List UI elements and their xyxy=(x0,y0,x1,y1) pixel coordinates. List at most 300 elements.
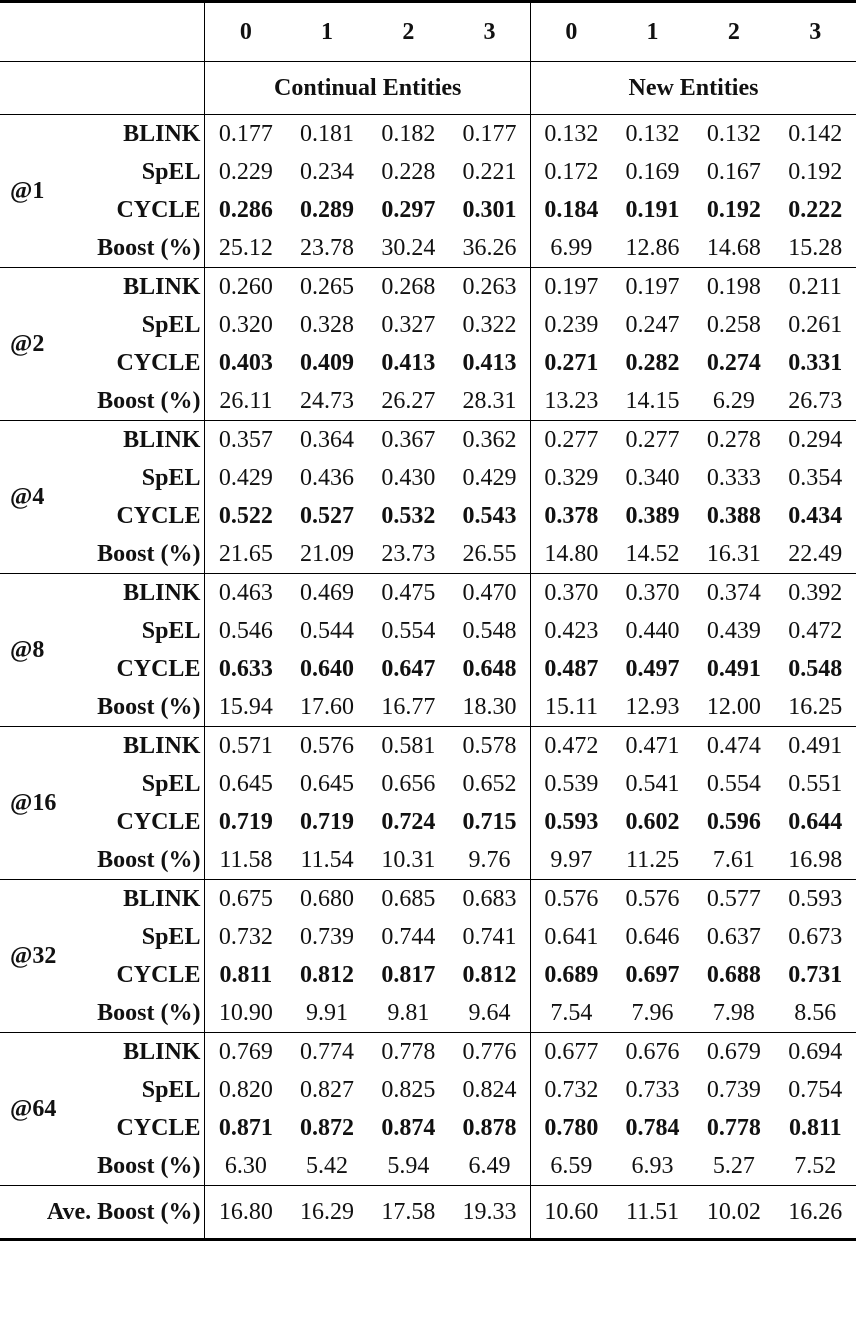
method-label: CYCLE xyxy=(116,962,201,988)
value-cell: 0.474 xyxy=(693,727,774,766)
value-cell: 16.77 xyxy=(381,694,436,720)
value-cell: 0.301 xyxy=(462,197,517,223)
value-cell: 0.282 xyxy=(625,350,680,376)
value-cell: 14.68 xyxy=(706,235,761,261)
value-cell: 26.11 xyxy=(205,382,286,421)
table-row xyxy=(0,574,856,613)
value-cell: 0.472 xyxy=(530,727,611,766)
k-label: @16 xyxy=(0,727,70,880)
value-cell: 7.61 xyxy=(712,847,755,873)
value-cell: 0.469 xyxy=(286,574,367,613)
value-cell: 0.571 xyxy=(205,727,286,766)
value-cell: 0.234 xyxy=(300,159,355,185)
value-cell: 0.429 xyxy=(462,465,517,491)
value-cell: 0.278 xyxy=(693,421,774,460)
value-cell: 5.27 xyxy=(712,1153,755,1179)
value-cell: 0.328 xyxy=(300,312,355,338)
method-label: SpEL xyxy=(141,771,201,797)
table-row xyxy=(0,612,856,650)
value-cell: 0.370 xyxy=(612,574,693,613)
value-cell: 0.576 xyxy=(530,880,611,919)
value-cell: 0.362 xyxy=(449,421,530,460)
value-cell: 0.644 xyxy=(788,809,843,835)
method-label: BLINK xyxy=(70,727,205,766)
value-cell: 9.81 xyxy=(387,1000,430,1026)
value-cell: 0.221 xyxy=(462,159,517,185)
table-row xyxy=(0,880,856,919)
table-row xyxy=(0,688,856,727)
value-cell: 0.239 xyxy=(530,306,611,344)
value-cell: 0.554 xyxy=(706,771,761,797)
table-row xyxy=(0,229,856,268)
value-cell: 15.11 xyxy=(530,688,611,727)
value-cell: 0.769 xyxy=(205,1033,286,1072)
value-cell: 0.741 xyxy=(462,924,517,950)
group-header-continual: Continual Entities xyxy=(205,62,531,115)
value-cell: 0.646 xyxy=(625,924,680,950)
value-cell: 11.58 xyxy=(205,841,286,880)
value-cell: 26.73 xyxy=(788,388,843,414)
column-header: 1 xyxy=(612,2,693,62)
value-cell: 0.265 xyxy=(286,268,367,307)
value-cell: 26.27 xyxy=(381,388,436,414)
table-body xyxy=(0,115,856,1240)
value-cell: 36.26 xyxy=(462,235,517,261)
table-row xyxy=(0,306,856,344)
value-cell: 6.30 xyxy=(205,1147,286,1186)
value-cell: 0.475 xyxy=(368,574,449,613)
value-cell: 0.697 xyxy=(625,962,680,988)
average-boost-label: Ave. Boost (%) xyxy=(0,1186,205,1240)
value-cell: 0.297 xyxy=(381,197,436,223)
method-label: Boost (%) xyxy=(97,1000,201,1026)
column-header: 0 xyxy=(205,2,286,62)
method-label: Boost (%) xyxy=(97,541,201,567)
value-cell: 11.51 xyxy=(612,1186,693,1240)
table-row xyxy=(0,765,856,803)
method-label: CYCLE xyxy=(116,1115,201,1141)
value-cell: 21.65 xyxy=(205,535,286,574)
value-cell: 0.874 xyxy=(381,1115,436,1141)
corner-cell xyxy=(0,2,205,62)
header-groups-row xyxy=(0,62,856,115)
value-cell: 0.370 xyxy=(530,574,611,613)
value-cell: 0.181 xyxy=(286,115,367,154)
value-cell: 0.715 xyxy=(462,809,517,835)
value-cell: 0.403 xyxy=(205,344,286,382)
value-cell: 7.96 xyxy=(631,1000,674,1026)
value-cell: 0.277 xyxy=(612,421,693,460)
table-row xyxy=(0,918,856,956)
table-row xyxy=(0,191,856,229)
value-cell: 0.596 xyxy=(706,809,761,835)
method-label: BLINK xyxy=(70,1033,205,1072)
method-label: BLINK xyxy=(70,421,205,460)
value-cell: 0.322 xyxy=(462,312,517,338)
value-cell: 0.719 xyxy=(300,809,355,835)
value-cell: 0.689 xyxy=(530,956,611,994)
value-cell: 0.261 xyxy=(788,312,843,338)
value-cell: 7.54 xyxy=(530,994,611,1033)
value-cell: 15.28 xyxy=(788,235,843,261)
table-row xyxy=(0,497,856,535)
value-cell: 0.472 xyxy=(788,618,843,644)
value-cell: 0.463 xyxy=(205,574,286,613)
table-row xyxy=(0,1033,856,1072)
method-label: BLINK xyxy=(70,574,205,613)
value-cell: 0.197 xyxy=(530,268,611,307)
value-cell: 0.527 xyxy=(300,503,355,529)
value-cell: 9.91 xyxy=(306,1000,349,1026)
k-label: @8 xyxy=(0,574,70,727)
group-header-new: New Entities xyxy=(530,62,856,115)
value-cell: 14.52 xyxy=(625,541,680,567)
value-cell: 16.31 xyxy=(706,541,761,567)
value-cell: 12.93 xyxy=(625,694,680,720)
value-cell: 0.487 xyxy=(530,650,611,688)
value-cell: 0.820 xyxy=(205,1071,286,1109)
value-cell: 0.645 xyxy=(300,771,355,797)
value-cell: 0.812 xyxy=(462,962,517,988)
value-cell: 0.247 xyxy=(625,312,680,338)
value-cell: 0.812 xyxy=(300,962,355,988)
value-cell: 24.73 xyxy=(300,388,355,414)
value-cell: 0.688 xyxy=(706,962,761,988)
value-cell: 0.541 xyxy=(625,771,680,797)
value-cell: 0.739 xyxy=(300,924,355,950)
value-cell: 0.724 xyxy=(381,809,436,835)
value-cell: 0.268 xyxy=(368,268,449,307)
table-row xyxy=(0,956,856,994)
value-cell: 23.78 xyxy=(300,235,355,261)
column-header: 2 xyxy=(368,2,449,62)
value-cell: 0.522 xyxy=(205,497,286,535)
value-cell: 0.434 xyxy=(788,503,843,529)
value-cell: 0.677 xyxy=(530,1033,611,1072)
table-row xyxy=(0,727,856,766)
value-cell: 0.229 xyxy=(205,153,286,191)
value-cell: 0.673 xyxy=(788,924,843,950)
value-cell: 0.258 xyxy=(706,312,761,338)
method-label: CYCLE xyxy=(116,350,201,376)
value-cell: 0.719 xyxy=(205,803,286,841)
value-cell: 0.470 xyxy=(449,574,530,613)
value-cell: 0.784 xyxy=(625,1115,680,1141)
value-cell: 0.354 xyxy=(788,465,843,491)
value-cell: 0.676 xyxy=(612,1033,693,1072)
value-cell: 0.824 xyxy=(462,1077,517,1103)
table-row xyxy=(0,382,856,421)
value-cell: 0.878 xyxy=(462,1115,517,1141)
value-cell: 0.679 xyxy=(693,1033,774,1072)
value-cell: 0.327 xyxy=(381,312,436,338)
value-cell: 0.169 xyxy=(625,159,680,185)
value-cell: 18.30 xyxy=(462,694,517,720)
value-cell: 0.733 xyxy=(625,1077,680,1103)
value-cell: 14.80 xyxy=(530,535,611,574)
value-cell: 14.15 xyxy=(625,388,680,414)
value-cell: 0.364 xyxy=(286,421,367,460)
column-header: 2 xyxy=(693,2,774,62)
value-cell: 0.497 xyxy=(625,656,680,682)
value-cell: 0.184 xyxy=(530,191,611,229)
table-row xyxy=(0,535,856,574)
value-cell: 7.98 xyxy=(712,1000,755,1026)
value-cell: 0.132 xyxy=(530,115,611,154)
k-label: @64 xyxy=(0,1033,70,1186)
value-cell: 0.439 xyxy=(706,618,761,644)
value-cell: 0.132 xyxy=(612,115,693,154)
value-cell: 0.392 xyxy=(775,574,856,613)
value-cell: 21.09 xyxy=(300,541,355,567)
value-cell: 10.90 xyxy=(205,994,286,1033)
value-cell: 0.827 xyxy=(300,1077,355,1103)
value-cell: 0.871 xyxy=(205,1109,286,1147)
value-cell: 0.132 xyxy=(693,115,774,154)
value-cell: 0.648 xyxy=(462,656,517,682)
value-cell: 0.430 xyxy=(381,465,436,491)
value-cell: 0.551 xyxy=(788,771,843,797)
value-cell: 0.333 xyxy=(706,465,761,491)
value-cell: 0.197 xyxy=(612,268,693,307)
value-cell: 5.94 xyxy=(387,1153,430,1179)
value-cell: 0.593 xyxy=(775,880,856,919)
table-row xyxy=(0,1109,856,1147)
method-label: Boost (%) xyxy=(97,235,201,261)
method-label: SpEL xyxy=(141,465,201,491)
column-header: 3 xyxy=(775,2,856,62)
value-cell: 0.780 xyxy=(530,1109,611,1147)
value-cell: 0.543 xyxy=(462,503,517,529)
value-cell: 6.49 xyxy=(468,1153,511,1179)
value-cell: 10.31 xyxy=(381,847,436,873)
value-cell: 0.409 xyxy=(300,350,355,376)
table-row xyxy=(0,994,856,1033)
value-cell: 0.167 xyxy=(706,159,761,185)
value-cell: 0.744 xyxy=(381,924,436,950)
table-row xyxy=(0,115,856,154)
value-cell: 0.294 xyxy=(775,421,856,460)
method-label: Boost (%) xyxy=(97,694,201,720)
value-cell: 0.576 xyxy=(286,727,367,766)
value-cell: 16.98 xyxy=(788,847,843,873)
value-cell: 0.429 xyxy=(205,459,286,497)
value-cell: 0.732 xyxy=(205,918,286,956)
table-row xyxy=(0,268,856,307)
method-label: SpEL xyxy=(141,312,201,338)
value-cell: 0.633 xyxy=(205,650,286,688)
value-cell: 0.732 xyxy=(530,1071,611,1109)
value-cell: 19.33 xyxy=(449,1186,530,1240)
value-cell: 10.60 xyxy=(530,1186,611,1240)
method-label: SpEL xyxy=(141,924,201,950)
value-cell: 0.652 xyxy=(462,771,517,797)
column-header: 0 xyxy=(530,2,611,62)
value-cell: 0.645 xyxy=(205,765,286,803)
value-cell: 6.59 xyxy=(530,1147,611,1186)
value-cell: 0.413 xyxy=(462,350,517,376)
value-cell: 0.546 xyxy=(205,612,286,650)
value-cell: 0.778 xyxy=(706,1115,761,1141)
value-cell: 25.12 xyxy=(205,229,286,268)
value-cell: 0.423 xyxy=(530,612,611,650)
value-cell: 0.544 xyxy=(300,618,355,644)
value-cell: 0.811 xyxy=(205,956,286,994)
value-cell: 0.640 xyxy=(300,656,355,682)
value-cell: 0.436 xyxy=(300,465,355,491)
value-cell: 17.60 xyxy=(300,694,355,720)
value-cell: 0.637 xyxy=(706,924,761,950)
value-cell: 0.774 xyxy=(286,1033,367,1072)
method-label: BLINK xyxy=(70,880,205,919)
value-cell: 0.274 xyxy=(706,350,761,376)
method-label: SpEL xyxy=(141,159,201,185)
value-cell: 16.80 xyxy=(205,1186,286,1240)
value-cell: 0.778 xyxy=(368,1033,449,1072)
method-label: Boost (%) xyxy=(97,847,201,873)
value-cell: 0.271 xyxy=(530,344,611,382)
value-cell: 0.211 xyxy=(775,268,856,307)
value-cell: 0.198 xyxy=(693,268,774,307)
value-cell: 0.331 xyxy=(788,350,843,376)
value-cell: 0.192 xyxy=(788,159,843,185)
value-cell: 5.42 xyxy=(306,1153,349,1179)
value-cell: 0.374 xyxy=(693,574,774,613)
value-cell: 26.55 xyxy=(462,541,517,567)
method-label: Boost (%) xyxy=(97,1153,201,1179)
value-cell: 12.86 xyxy=(625,235,680,261)
value-cell: 6.99 xyxy=(530,229,611,268)
value-cell: 6.29 xyxy=(712,388,755,414)
value-cell: 16.26 xyxy=(775,1186,856,1240)
value-cell: 9.64 xyxy=(468,1000,511,1026)
value-cell: 16.25 xyxy=(788,694,843,720)
method-label: CYCLE xyxy=(116,656,201,682)
value-cell: 0.577 xyxy=(693,880,774,919)
value-cell: 0.260 xyxy=(205,268,286,307)
value-cell: 0.367 xyxy=(368,421,449,460)
value-cell: 17.58 xyxy=(368,1186,449,1240)
value-cell: 0.378 xyxy=(530,497,611,535)
method-label: SpEL xyxy=(141,1077,201,1103)
value-cell: 11.25 xyxy=(625,847,680,873)
table-row xyxy=(0,459,856,497)
table-row xyxy=(0,344,856,382)
value-cell: 7.52 xyxy=(794,1153,837,1179)
value-cell: 0.554 xyxy=(381,618,436,644)
value-cell: 0.172 xyxy=(530,153,611,191)
value-cell: 0.675 xyxy=(205,880,286,919)
value-cell: 28.31 xyxy=(462,388,517,414)
value-cell: 0.581 xyxy=(368,727,449,766)
value-cell: 0.222 xyxy=(788,197,843,223)
method-label: CYCLE xyxy=(116,503,201,529)
value-cell: 30.24 xyxy=(381,235,436,261)
value-cell: 0.263 xyxy=(449,268,530,307)
value-cell: 6.93 xyxy=(631,1153,674,1179)
value-cell: 0.440 xyxy=(625,618,680,644)
value-cell: 0.641 xyxy=(530,918,611,956)
value-cell: 0.811 xyxy=(788,1115,842,1141)
k-label: @32 xyxy=(0,880,70,1033)
value-cell: 0.548 xyxy=(462,618,517,644)
k-label: @1 xyxy=(0,115,70,268)
method-label: Boost (%) xyxy=(97,388,201,414)
method-label: CYCLE xyxy=(116,809,201,835)
method-label: BLINK xyxy=(70,268,205,307)
value-cell: 12.00 xyxy=(706,694,761,720)
value-cell: 0.731 xyxy=(788,962,843,988)
value-cell: 0.593 xyxy=(530,803,611,841)
table-row xyxy=(0,1147,856,1186)
value-cell: 0.576 xyxy=(612,880,693,919)
value-cell: 0.817 xyxy=(381,962,436,988)
corner-cell xyxy=(0,62,205,115)
table-row xyxy=(0,421,856,460)
value-cell: 0.357 xyxy=(205,421,286,460)
value-cell: 10.02 xyxy=(693,1186,774,1240)
value-cell: 9.76 xyxy=(468,847,511,873)
value-cell: 0.177 xyxy=(449,115,530,154)
value-cell: 0.277 xyxy=(530,421,611,460)
header-columns-row xyxy=(0,2,856,62)
value-cell: 13.23 xyxy=(530,382,611,421)
column-header: 1 xyxy=(286,2,367,62)
average-boost-row xyxy=(0,1186,856,1240)
value-cell: 0.192 xyxy=(706,197,761,223)
value-cell: 0.656 xyxy=(381,771,436,797)
method-label: SpEL xyxy=(141,618,201,644)
table-row xyxy=(0,1071,856,1109)
k-label: @2 xyxy=(0,268,70,421)
value-cell: 0.177 xyxy=(205,115,286,154)
value-cell: 0.491 xyxy=(775,727,856,766)
value-cell: 0.754 xyxy=(788,1077,843,1103)
table-row xyxy=(0,153,856,191)
value-cell: 0.320 xyxy=(205,306,286,344)
value-cell: 0.685 xyxy=(368,880,449,919)
value-cell: 0.471 xyxy=(612,727,693,766)
table-row xyxy=(0,803,856,841)
value-cell: 0.388 xyxy=(706,503,761,529)
value-cell: 15.94 xyxy=(205,688,286,727)
value-cell: 0.539 xyxy=(530,765,611,803)
value-cell: 0.329 xyxy=(530,459,611,497)
value-cell: 0.182 xyxy=(368,115,449,154)
value-cell: 0.142 xyxy=(775,115,856,154)
value-cell: 22.49 xyxy=(788,541,843,567)
method-label: CYCLE xyxy=(116,197,201,223)
value-cell: 0.694 xyxy=(775,1033,856,1072)
table-row xyxy=(0,650,856,688)
value-cell: 0.683 xyxy=(449,880,530,919)
value-cell: 0.228 xyxy=(381,159,436,185)
value-cell: 0.289 xyxy=(300,197,355,223)
table-row xyxy=(0,841,856,880)
value-cell: 8.56 xyxy=(794,1000,837,1026)
value-cell: 16.29 xyxy=(286,1186,367,1240)
value-cell: 11.54 xyxy=(300,847,354,873)
k-label: @4 xyxy=(0,421,70,574)
value-cell: 0.532 xyxy=(381,503,436,529)
value-cell: 0.680 xyxy=(286,880,367,919)
value-cell: 0.548 xyxy=(788,656,843,682)
value-cell: 0.286 xyxy=(205,191,286,229)
value-cell: 9.97 xyxy=(530,841,611,880)
value-cell: 23.73 xyxy=(381,541,436,567)
value-cell: 0.825 xyxy=(381,1077,436,1103)
column-header: 3 xyxy=(449,2,530,62)
